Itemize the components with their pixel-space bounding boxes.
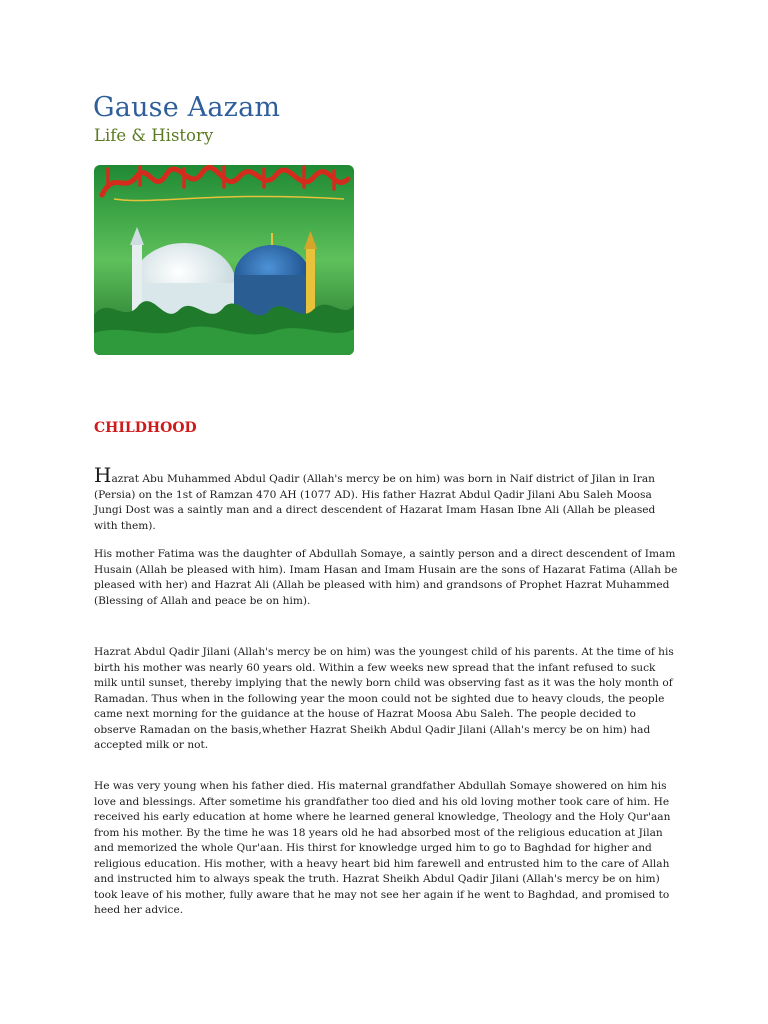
section-heading-childhood: CHILDHOOD (94, 420, 197, 436)
document-title: Gause Aazam (93, 92, 281, 123)
paragraph-mother: His mother Fatima was the daughter of Abdullah Somaye, a saintly person and a direct descendent of Imam Husain (Allah be pleased with him). Imam Hasan and Imam Husain are the sons of Hazarat Fatima (Allah be pleased with her) and Hazrat Ali (Allah be pleased with him) and grandsons of Prophet Hazrat Muhammed (Blessing of Allah and peace be on him). (94, 548, 678, 607)
banner-image (94, 165, 354, 355)
paragraph-birth (94, 463, 679, 534)
paragraph-youngest-child: Hazrat Abdul Qadir Jilani (Allah's mercy be on him) was the youngest child of his parents. At the time of his birth his mother was nearly 60 years old. Within a few weeks new spread that the infant refused to suck milk until sunset, thereby implying that the newly born child was observing fast as it was the holy month of Ramadan. Thus when in the following year the moon could not be sighted due to heavy clouds, the people came next morning for the guidance at the house of Hazrat Moosa Abu Saleh. The people decided to observe Ramadan on the basis,whether Hazrat Sheikh Abdul Qadir Jilani (Allah's mercy be on him) had accepted milk or not. (94, 646, 674, 751)
paragraph-birth-text: azrat Abu Muhammed Abdul Qadir (Allah's mercy be on him) was born in Naif district of Jilan in Iran (Persia) on the 1st of Ramzan 470 AH (1077 AD). His father Hazrat Abdul Qadir Jilani Abu Saleh Moosa Jungi Dost was a saintly man and a direct descendent of Hazarat Imam Hasan Ibne Ali (Allah be pleased with them). (94, 473, 656, 532)
paragraph-education: He was very young when his father died. His maternal grandfather Abdullah Somaye showered on him his love and blessings. After sometime his grandfather too died and his old loving mother took care of him. He received his early education at home where he learned general knowledge, Theology and the Holy Qur'aan from his mother. By the time he was 18 years old he had absorbed most of the religious education at Jilan and memorized the whole Qur'aan. His thirst for knowledge urged him to go to Baghdad for higher and religious education. His mother, with a heavy heart bid him farewell and entrusted him to the care of Allah and instructed him to always speak the truth. Hazrat Sheikh Abdul Qadir Jilani (Allah's mercy be on him) took leave of his mother, fully aware that he may not see her again if he went to Baghdad, and promised to heed her advice. (94, 780, 671, 916)
drop-cap: H (94, 463, 112, 487)
green-dome-mosque-icon (94, 165, 354, 355)
document-subtitle: Life & History (94, 126, 214, 145)
